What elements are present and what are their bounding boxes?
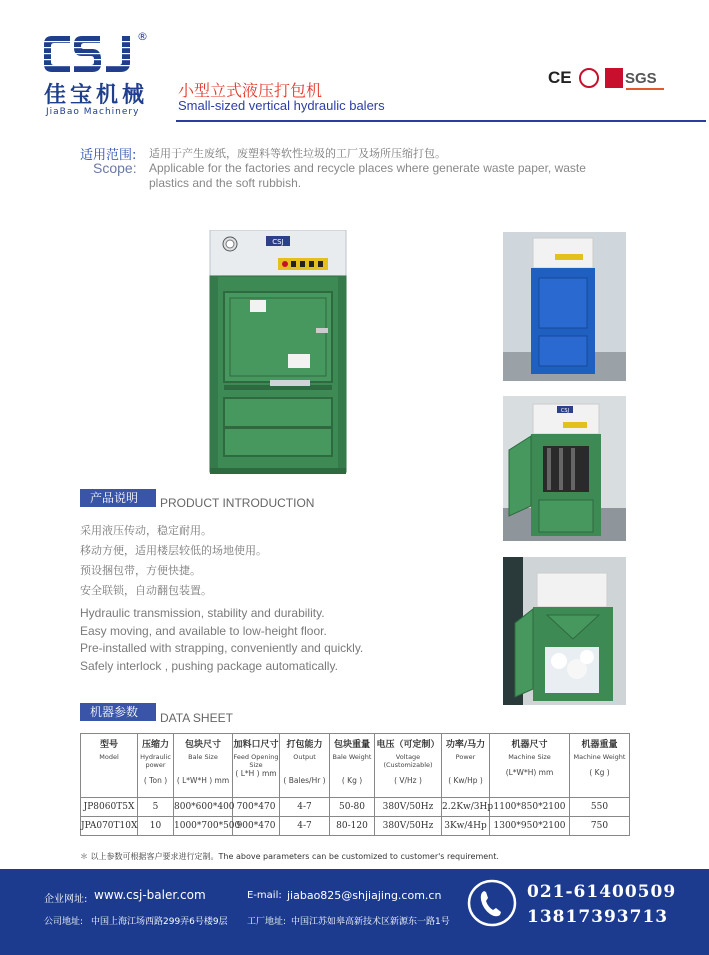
header-cell: 加料口尺寸 Feed Opening Size ( L*H ) mm [233,734,280,798]
photo-blue-baler [503,232,626,381]
table-cell: 800*600*400 [174,798,233,817]
scope-text-en: Applicable for the factories and recycle places where generate waste paper, waste plastics and the soft rubbish. [149,161,586,190]
header-cell: 机器重量 Machine Weight ( Kg ) [570,734,630,798]
logo-name-cn: 佳宝机械 [44,83,149,108]
sgs-mark: SGS [625,70,657,87]
phone-landline[interactable]: 021-61400509 [527,882,677,902]
customization-note: ＊ 以上参数可根据客户要求进行定制。The above parameters can be customized to customer's requirement. [80,852,499,861]
table-cell: 4-7 [280,817,330,836]
page-title-en: Small-sized vertical hydraulic balers [178,98,385,113]
intro-line-cn: 移动方便，适用楼层较低的场地使用。 [80,544,267,557]
header-cell: 包块重量 Bale Weight ( Kg ) [330,734,375,798]
scope-label-en: Scope: [93,160,137,176]
table-cell: 550 [570,798,630,817]
sgs-underline [626,88,664,90]
photo-green-baler-open [503,396,626,541]
table-cell: JPA070T10X [81,817,138,836]
table-cell: 700*470 [233,798,280,817]
data-sheet-header-en: DATA SHEET [160,711,233,725]
table-cell: 80-120 [330,817,375,836]
registered-mark: ® [137,30,148,43]
header-cell: 型号 Model [81,734,138,798]
factory-address-label: 工厂地址: [247,917,287,927]
email-label: E-mail: [247,890,282,901]
phone-mobile[interactable]: 13817393713 [527,907,669,927]
header-cell: 功率/马力 Power ( Kw/Hp ) [442,734,490,798]
certification-badge-icon [605,68,623,88]
table-cell: 380V/50Hz [375,817,442,836]
ce-mark: CE [548,68,572,87]
header-cell: 电压（可定制） Voltage (Customizable) ( V/Hz ) [375,734,442,798]
website-link[interactable]: www.csj-baler.com [94,888,206,902]
title-rule [176,120,706,122]
phone-icon [466,878,518,928]
table-cell: 1000*700*500 [174,817,233,836]
table-cell: 2.2Kw/3Hp [442,798,490,817]
company-address-label: 公司地址: [44,917,84,927]
product-intro-header: 产品说明 [80,489,156,507]
table-row [81,817,630,836]
iso-certification-icon [579,68,599,88]
table-cell: 750 [570,817,630,836]
factory-address: 中国江苏如皋高新技术区新源东一路1号 [291,917,450,927]
photo-baler-with-bale [503,557,626,705]
panel-logo: CSJ [272,238,284,246]
intro-line-en: Pre-installed with strapping, conveniently and quickly. [80,641,364,655]
intro-line-cn: 安全联锁，自动翻包装置。 [80,584,212,597]
email-link[interactable]: jiabao825@shjiajing.com.cn [287,889,442,902]
table-cell: 3Kw/4Hp [442,817,490,836]
header-cell: 机器尺寸 Machine Size (L*W*H) mm [490,734,570,798]
intro-line-en: Safely interlock , pushing package automatically. [80,658,338,673]
table-cell: 10 [138,817,174,836]
photo-panel-logo: CSJ [560,408,570,414]
product-intro-cn [80,521,267,601]
header-cell: 压缩力 Hydraulic power ( Ton ) [138,734,174,798]
page-title-cn: 小型立式液压打包机 [178,81,323,100]
table-cell: JP8060T5X [81,798,138,817]
scope-label-cn: 适用范围: [80,148,137,163]
table-cell: 50-80 [330,798,375,817]
footer [0,869,709,955]
csj-logo [42,32,134,76]
table-cell: 900*470 [233,817,280,836]
table-row [81,798,630,817]
header-cell: 打包能力 Output ( Bales/Hr ) [280,734,330,798]
intro-line-en: Easy moving, and available to low-height floor. [80,623,327,638]
table-cell: 1100*850*2100 [490,798,570,817]
scope-text-cn: 适用于产生废纸，废塑料等软性垃圾的工厂及场所压缩打包。 [149,147,446,160]
intro-line-cn: 预设捆包带，方便快捷。 [80,564,201,577]
data-sheet-table [80,733,630,836]
intro-line-en: Hydraulic transmission, stability and durability. [80,606,325,620]
logo-name-en: JiaBao Machinery [46,107,140,117]
data-sheet-header: 机器参数 [80,703,156,721]
header-cell: 包块尺寸 Bale Size ( L*W*H ) mm [174,734,233,798]
product-intro-header-en: PRODUCT INTRODUCTION [160,496,315,510]
website-label: 企业网址: [44,894,88,905]
table-cell: 5 [138,798,174,817]
baler-machine-image [208,230,348,480]
intro-line-cn: 采用液压传动，稳定耐用。 [80,524,212,537]
product-intro-en [80,605,363,675]
table-cell: 4-7 [280,798,330,817]
table-cell: 380V/50Hz [375,798,442,817]
company-address: 中国上海江场西路299弄6号楼9层 [91,917,228,927]
table-cell: 1300*950*2100 [490,817,570,836]
table-header-row [81,734,630,798]
